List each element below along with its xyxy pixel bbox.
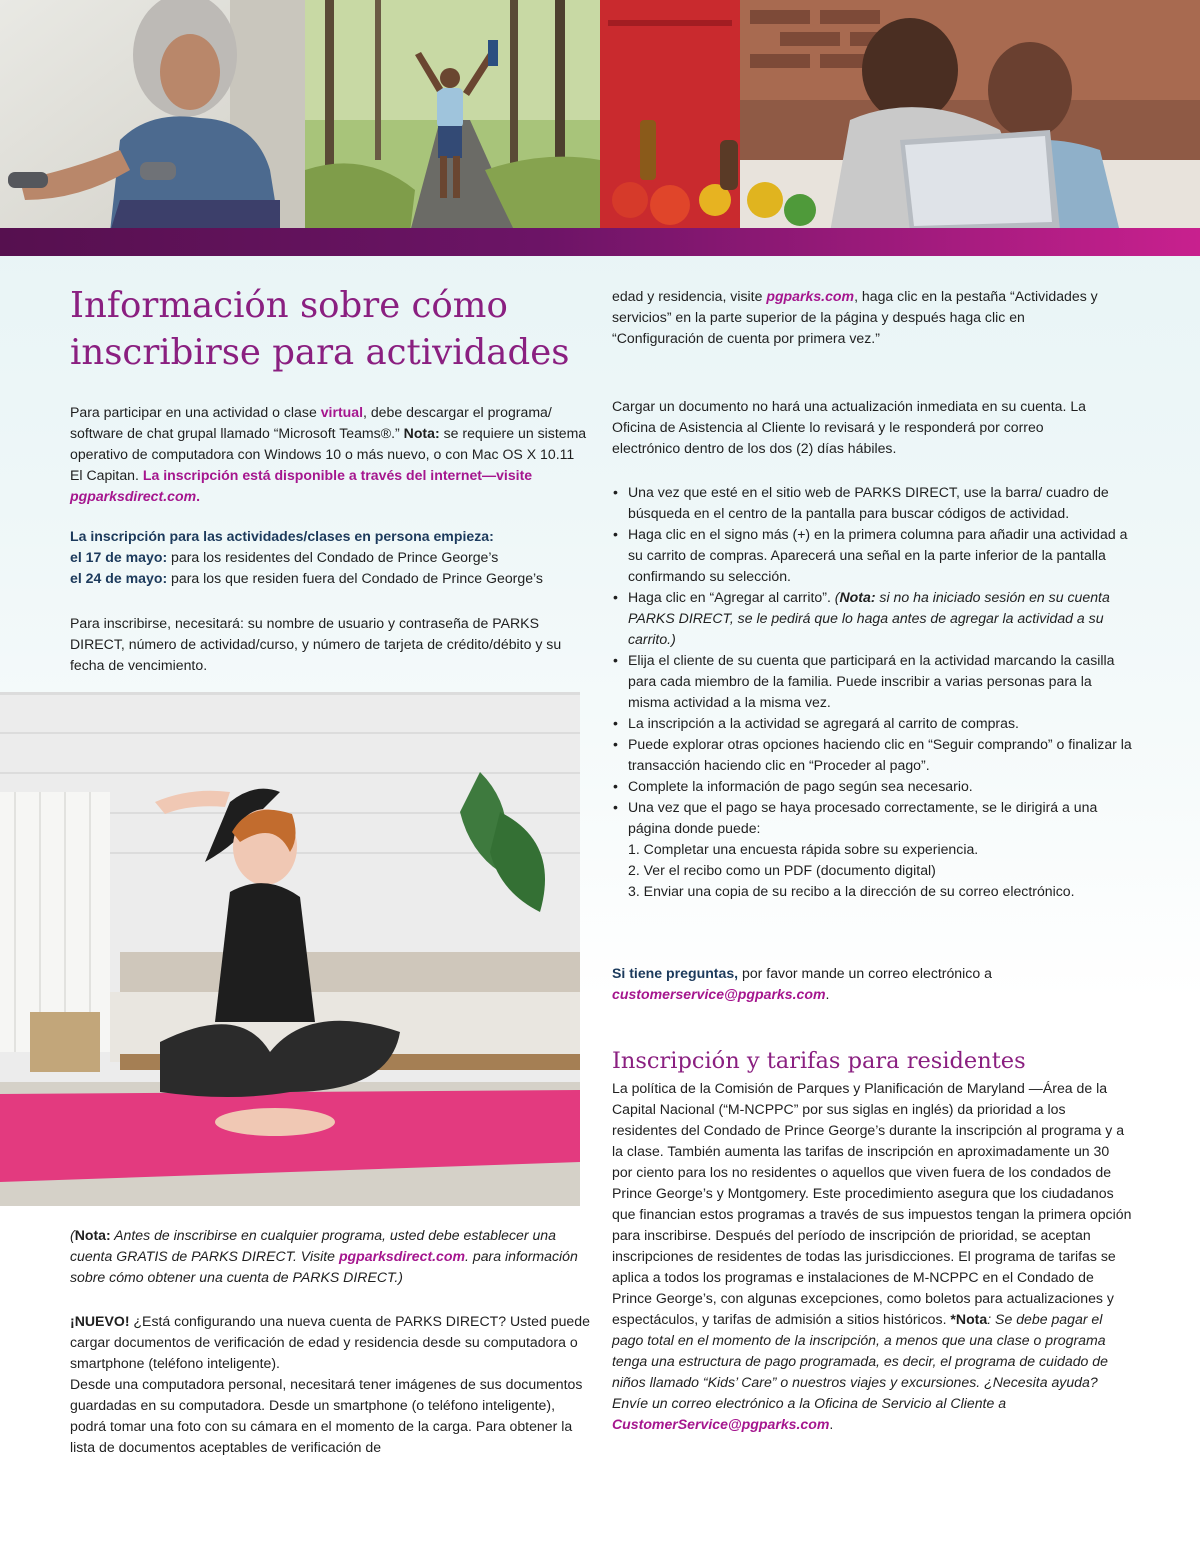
new-account-section: ¡NUEVO! ¿Está configurando una nueva cuenta de PARKS DIRECT? Usted puede cargar documentos de verificación de edad y residencia desde su computadora o smartphone (teléfono inteligente). Desde una computadora personal, necesitará tener imágenes de sus documentos guardadas en su computadora. Desde un smartphone (o teléfono inteligente), podrá tomar una foto con su cámara en el momento de la carga. Para obtener la lista de documentos aceptables de verificación de	[70, 1313, 590, 1455]
questions-paragraph: Si tiene preguntas, por favor mande un correo electrónico a customerservice@pgparks.com.	[612, 965, 992, 1002]
man-cheering-on-forest-path-photo	[305, 0, 600, 232]
pgparksdirect-link[interactable]: pgparksdirect.com	[70, 488, 197, 504]
requirements-paragraph: Para inscribirse, necesitará: su nombre de usuario y contraseña de PARKS DIRECT, número de actividad/curso, y número de tarjeta de crédito/débito y su fecha de vencimiento.	[70, 615, 562, 673]
new-badge: ¡NUEVO!	[70, 1313, 130, 1329]
list-item: • Elija el cliente de su cuenta que participará en la actividad marcando la casilla para cada miembro de la familia. Puede inscribir a varias personas para la misma actividad a la misma vez.	[612, 650, 1132, 713]
residents-heading: Inscripción y tarifas para residentes	[612, 1048, 1026, 1074]
list-item: • Puede explorar otras opciones haciendo clic en “Seguir comprando” o finalizar la transacción haciendo clic en “Proceder al pago”.	[612, 734, 1132, 776]
father-and-daughter-with-laptop-photo	[600, 0, 1200, 232]
residents-paragraph: La política de la Comisión de Parques y Planificación de Maryland —Área de la Capital Nacional (“M-NCPPC” por sus siglas en inglés) da prioridad a los residentes del Condado de Prince George’s durante la inscripción al programa y a la clase. También aumenta las tarifas de inscripción en aproximadamente un 30 por ciento para los no residentes o aquellos que viven fuera de los condados de Prince George’s y Montgomery. Este procedimiento asegura que los ciudadanos que financian estos programas a través de sus impuestos tengan la primera opción para inscribirse. Después del período de inscripción de prioridad, se aceptan inscripciones de residentes de todas las jurisdicciones. El programa de tarifas se aplica a todos los programas e instalaciones de M-NCPPC en el Condado de Prince George’s, con algunas excepciones, como boletos para actualizaciones y espectáculos, y tarifas de admisión a sitios históricos. *Nota: Se debe pagar el pago total en el momento de la inscripción, a menos que una clase o programa tenga una estructura de pago programada, es decir, el programa de cuidado de niños llamado “Kids’ Care” o nuestros viajes y excursiones. ¿Necesita ayuda? Envíe un correo electrónico a la Oficina de Servicio al Cliente a CustomerService@pgparks.com.	[612, 1080, 1132, 1432]
virtual-label: virtual	[320, 404, 363, 420]
woman-with-dumbbells-photo	[0, 0, 305, 232]
note-label: *Nota	[950, 1311, 988, 1327]
customer-service-email-link[interactable]: customerservice@pgparks.com	[612, 986, 826, 1002]
page-title-line-2: inscribirse para actividades	[70, 332, 570, 373]
header-color-band	[0, 228, 1200, 256]
steps-list	[612, 482, 1132, 902]
list-item: • Una vez que el pago se haya procesado correctamente, se le dirigirá a una página donde puede:	[612, 797, 1132, 839]
pgparks-link[interactable]: pgparks.com	[766, 288, 855, 304]
note-label: Nota:	[74, 1227, 111, 1243]
dates-heading: La inscripción para las actividades/clases en persona empieza:	[70, 528, 494, 544]
registration-dates: La inscripción para las actividades/clases en persona empieza: el 17 de mayo: para los residentes del Condado de Prince George’s el 24 de mayo: para los que residen fuera del Condado de Prince George’s	[70, 526, 600, 589]
list-item: • Una vez que esté en el sitio web de PARKS DIRECT, use la barra/ cuadro de búsqueda en el centro de la pantalla para buscar códigos de actividad.	[612, 482, 1132, 524]
list-item: • Haga clic en “Agregar al carrito”. (Nota: si no ha iniciado sesión en su cuenta PARKS DIRECT, se le pedirá que lo haga antes de agregar la actividad a su carrito.)	[612, 587, 1132, 650]
numbered-item: 2. Ver el recibo como un PDF (documento digital)	[628, 862, 936, 878]
list-item: • Haga clic en el signo más (+) en la primera columna para añadir una actividad a su carrito de compras. Aparecerá una señal en la parte inferior de la pantalla confirmando su selección.	[612, 524, 1132, 587]
page-title	[70, 282, 610, 376]
date-residents: el 17 de mayo:	[70, 549, 168, 565]
intro-paragraph: Para participar en una actividad o clase virtual, debe descargar el programa/ software de chat grupal llamado “Microsoft Teams®.” Nota: se requiere un sistema operativo de computadora con Windows 10 o más nuevo, o con Mac OS X 10.11 El Capitan. La inscripción está disponible a través del internet—visite pgparksdirect.com.	[70, 404, 587, 504]
questions-label: Si tiene preguntas,	[612, 965, 739, 981]
list-item: • Complete la información de pago según sea necesario.	[612, 776, 1132, 797]
note-label: Nota:	[403, 425, 440, 441]
woman-stretching-on-yoga-mat-photo	[0, 692, 580, 1206]
pgparksdirect-link[interactable]: pgparksdirect.com	[338, 1248, 466, 1264]
account-note: (Nota: Antes de inscribirse en cualquier programa, usted debe establecer una cuenta GRATIS de PARKS DIRECT. Visite pgparksdirect.com. para información sobre cómo obtener una cuenta de PARKS DIRECT.)	[70, 1227, 578, 1285]
numbered-item: 3. Enviar una copia de su recibo a la dirección de su correo electrónico.	[628, 883, 1075, 899]
note-label: Nota:	[839, 589, 876, 605]
page-title-line-1: Información sobre cómo	[70, 285, 508, 326]
date-nonresidents: el 24 de mayo:	[70, 570, 168, 586]
upload-instructions: edad y residencia, visite pgparks.com, haga clic en la pestaña “Actividades y servicios” en la parte superior de la página y después haga clic en “Configuración de cuenta por primera vez.”	[612, 288, 1098, 346]
list-item: • La inscripción a la actividad se agregará al carrito de compras.	[612, 713, 1132, 734]
customer-service-email-link[interactable]: CustomerService@pgparks.com	[612, 1416, 830, 1432]
upload-review-paragraph: Cargar un documento no hará una actualización inmediata en su cuenta. La Oficina de Asistencia al Cliente lo revisará y le responderá por correo electrónico dentro de los dos (2) días hábiles.	[612, 398, 1087, 456]
numbered-item: 1. Completar una encuesta rápida sobre su experiencia.	[628, 841, 979, 857]
